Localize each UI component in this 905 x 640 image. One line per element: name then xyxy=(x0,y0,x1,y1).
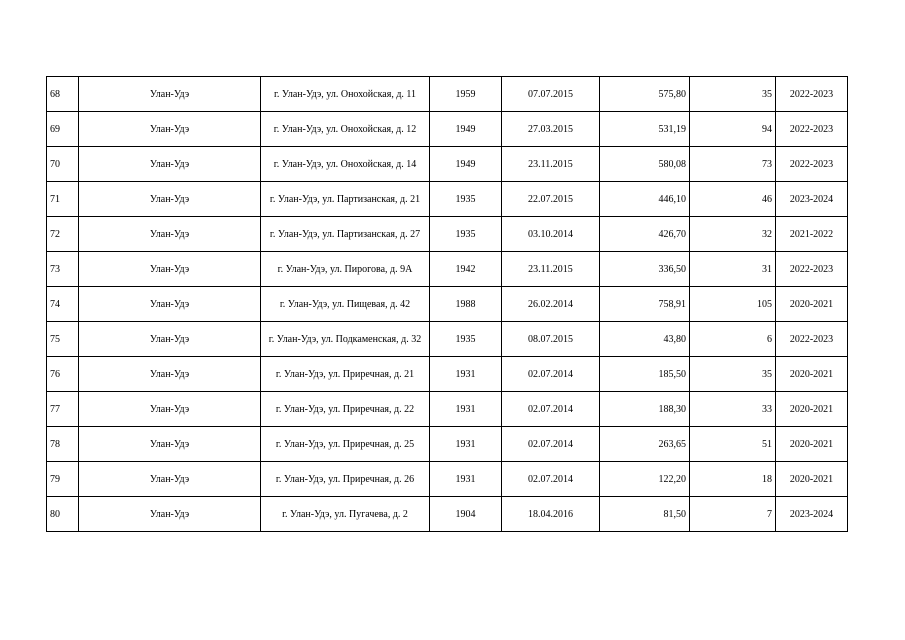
row-number-cell: 71 xyxy=(47,182,79,217)
table-row xyxy=(47,462,848,497)
city-cell: Улан-Удэ xyxy=(79,322,261,357)
address-cell: г. Улан-Удэ, ул. Пугачева, д. 2 xyxy=(261,497,430,532)
address-cell: г. Улан-Удэ, ул. Приречная, д. 22 xyxy=(261,392,430,427)
table-row xyxy=(47,357,848,392)
row-number-cell: 69 xyxy=(47,112,79,147)
period-cell: 2020-2021 xyxy=(776,427,848,462)
date-cell: 08.07.2015 xyxy=(502,322,600,357)
period-cell: 2023-2024 xyxy=(776,497,848,532)
date-cell: 02.07.2014 xyxy=(502,427,600,462)
area-cell: 185,50 xyxy=(600,357,690,392)
table-row xyxy=(47,217,848,252)
table-row xyxy=(47,287,848,322)
build-year-cell: 1959 xyxy=(430,77,502,112)
housing-registry-table xyxy=(46,76,848,532)
count-cell: 18 xyxy=(690,462,776,497)
area-cell: 122,20 xyxy=(600,462,690,497)
city-cell: Улан-Удэ xyxy=(79,427,261,462)
count-cell: 105 xyxy=(690,287,776,322)
table-row xyxy=(47,322,848,357)
date-cell: 07.07.2015 xyxy=(502,77,600,112)
row-number-cell: 68 xyxy=(47,77,79,112)
count-cell: 35 xyxy=(690,357,776,392)
area-cell: 446,10 xyxy=(600,182,690,217)
address-cell: г. Улан-Удэ, ул. Приречная, д. 25 xyxy=(261,427,430,462)
city-cell: Улан-Удэ xyxy=(79,252,261,287)
area-cell: 580,08 xyxy=(600,147,690,182)
build-year-cell: 1949 xyxy=(430,112,502,147)
count-cell: 32 xyxy=(690,217,776,252)
area-cell: 188,30 xyxy=(600,392,690,427)
period-cell: 2020-2021 xyxy=(776,287,848,322)
address-cell: г. Улан-Удэ, ул. Онохойская, д. 14 xyxy=(261,147,430,182)
city-cell: Улан-Удэ xyxy=(79,392,261,427)
city-cell: Улан-Удэ xyxy=(79,497,261,532)
city-cell: Улан-Удэ xyxy=(79,112,261,147)
build-year-cell: 1949 xyxy=(430,147,502,182)
row-number-cell: 76 xyxy=(47,357,79,392)
row-number-cell: 73 xyxy=(47,252,79,287)
count-cell: 7 xyxy=(690,497,776,532)
build-year-cell: 1935 xyxy=(430,182,502,217)
address-cell: г. Улан-Удэ, ул. Партизанская, д. 27 xyxy=(261,217,430,252)
city-cell: Улан-Удэ xyxy=(79,357,261,392)
date-cell: 02.07.2014 xyxy=(502,462,600,497)
period-cell: 2022-2023 xyxy=(776,252,848,287)
count-cell: 94 xyxy=(690,112,776,147)
row-number-cell: 72 xyxy=(47,217,79,252)
address-cell: г. Улан-Удэ, ул. Онохойская, д. 11 xyxy=(261,77,430,112)
row-number-cell: 70 xyxy=(47,147,79,182)
period-cell: 2020-2021 xyxy=(776,357,848,392)
date-cell: 23.11.2015 xyxy=(502,147,600,182)
city-cell: Улан-Удэ xyxy=(79,182,261,217)
row-number-cell: 74 xyxy=(47,287,79,322)
city-cell: Улан-Удэ xyxy=(79,77,261,112)
city-cell: Улан-Удэ xyxy=(79,147,261,182)
city-cell: Улан-Удэ xyxy=(79,217,261,252)
row-number-cell: 79 xyxy=(47,462,79,497)
address-cell: г. Улан-Удэ, ул. Пирогова, д. 9А xyxy=(261,252,430,287)
table-row xyxy=(47,427,848,462)
build-year-cell: 1931 xyxy=(430,462,502,497)
period-cell: 2022-2023 xyxy=(776,147,848,182)
date-cell: 02.07.2014 xyxy=(502,357,600,392)
address-cell: г. Улан-Удэ, ул. Приречная, д. 26 xyxy=(261,462,430,497)
period-cell: 2020-2021 xyxy=(776,392,848,427)
area-cell: 81,50 xyxy=(600,497,690,532)
city-cell: Улан-Удэ xyxy=(79,287,261,322)
date-cell: 18.04.2016 xyxy=(502,497,600,532)
build-year-cell: 1931 xyxy=(430,392,502,427)
date-cell: 22.07.2015 xyxy=(502,182,600,217)
address-cell: г. Улан-Удэ, ул. Приречная, д. 21 xyxy=(261,357,430,392)
build-year-cell: 1935 xyxy=(430,217,502,252)
date-cell: 27.03.2015 xyxy=(502,112,600,147)
count-cell: 31 xyxy=(690,252,776,287)
build-year-cell: 1931 xyxy=(430,357,502,392)
table-row xyxy=(47,182,848,217)
period-cell: 2020-2021 xyxy=(776,462,848,497)
area-cell: 336,50 xyxy=(600,252,690,287)
table-body xyxy=(47,77,848,532)
date-cell: 26.02.2014 xyxy=(502,287,600,322)
area-cell: 43,80 xyxy=(600,322,690,357)
area-cell: 426,70 xyxy=(600,217,690,252)
build-year-cell: 1942 xyxy=(430,252,502,287)
area-cell: 575,80 xyxy=(600,77,690,112)
row-number-cell: 77 xyxy=(47,392,79,427)
date-cell: 03.10.2014 xyxy=(502,217,600,252)
build-year-cell: 1935 xyxy=(430,322,502,357)
period-cell: 2022-2023 xyxy=(776,322,848,357)
address-cell: г. Улан-Удэ, ул. Подкаменская, д. 32 xyxy=(261,322,430,357)
address-cell: г. Улан-Удэ, ул. Партизанская, д. 21 xyxy=(261,182,430,217)
row-number-cell: 80 xyxy=(47,497,79,532)
address-cell: г. Улан-Удэ, ул. Пищевая, д. 42 xyxy=(261,287,430,322)
address-cell: г. Улан-Удэ, ул. Онохойская, д. 12 xyxy=(261,112,430,147)
table-row xyxy=(47,147,848,182)
count-cell: 46 xyxy=(690,182,776,217)
count-cell: 51 xyxy=(690,427,776,462)
count-cell: 73 xyxy=(690,147,776,182)
city-cell: Улан-Удэ xyxy=(79,462,261,497)
row-number-cell: 78 xyxy=(47,427,79,462)
table-row xyxy=(47,252,848,287)
count-cell: 35 xyxy=(690,77,776,112)
period-cell: 2022-2023 xyxy=(776,112,848,147)
period-cell: 2023-2024 xyxy=(776,182,848,217)
table-row xyxy=(47,392,848,427)
date-cell: 23.11.2015 xyxy=(502,252,600,287)
count-cell: 33 xyxy=(690,392,776,427)
build-year-cell: 1988 xyxy=(430,287,502,322)
table-row xyxy=(47,112,848,147)
date-cell: 02.07.2014 xyxy=(502,392,600,427)
row-number-cell: 75 xyxy=(47,322,79,357)
period-cell: 2021-2022 xyxy=(776,217,848,252)
build-year-cell: 1904 xyxy=(430,497,502,532)
area-cell: 263,65 xyxy=(600,427,690,462)
count-cell: 6 xyxy=(690,322,776,357)
period-cell: 2022-2023 xyxy=(776,77,848,112)
area-cell: 531,19 xyxy=(600,112,690,147)
table-row xyxy=(47,497,848,532)
build-year-cell: 1931 xyxy=(430,427,502,462)
table-row xyxy=(47,77,848,112)
area-cell: 758,91 xyxy=(600,287,690,322)
